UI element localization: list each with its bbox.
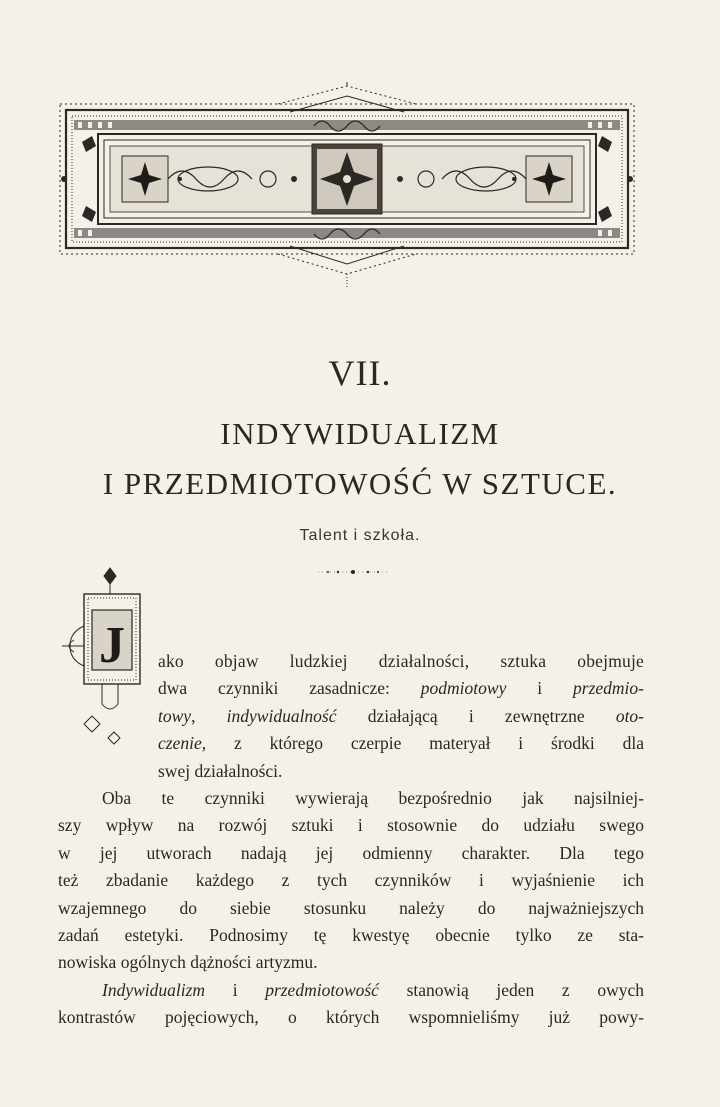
italic-term: przedmio- — [573, 678, 644, 699]
text-line — [58, 840, 644, 867]
text-line — [58, 758, 644, 785]
text-run: dwa czynniki zasadnicze: — [158, 678, 421, 699]
text-run: szy wpływ na rozwój sztuki i stosownie do udziału swego — [58, 815, 644, 836]
text-run: stanowią jeden z owych — [378, 979, 644, 1000]
body-text — [58, 648, 644, 1031]
chapter-number: VII. — [328, 353, 392, 393]
text-line — [58, 785, 644, 812]
text-line — [58, 867, 644, 894]
text-run: swej działalności. — [158, 760, 283, 781]
text-run: działającą i zewnętrzne — [336, 705, 616, 726]
text-line — [58, 949, 644, 976]
italic-term: indywidualność — [226, 705, 337, 726]
italic-term: czenie — [158, 733, 202, 754]
text-line — [58, 703, 644, 730]
text-line — [58, 922, 644, 949]
text-run: zadań estetyki. Podnosimy tę kwestyę obecnie tylko ze sta- — [58, 924, 644, 945]
text-line — [58, 648, 644, 675]
text-run: wzajemnego do siebie stosunku należy do najważniejszych — [58, 897, 644, 918]
chapter-title-line-1: INDYWIDUALIZM — [220, 416, 500, 451]
italic-term: oto- — [615, 705, 645, 726]
text-run: , — [191, 705, 227, 726]
text-run: i — [506, 678, 574, 699]
text-run: kontrastów pojęciowych, o których wspomnieliśmy już powy- — [58, 1007, 644, 1028]
text-run: , z którego czerpie materyał i środki dla — [201, 733, 644, 754]
text-run: nowiska ogólnych dążności artyzmu. — [58, 952, 318, 973]
text-run: w jej utworach nadają jej odmienny charakter. Dla tego — [58, 842, 644, 863]
italic-term: podmiotowy — [420, 678, 507, 699]
italic-term: przedmiotowość — [265, 979, 379, 1000]
paragraph — [58, 648, 644, 785]
text-run: ako objaw ludzkiej działalności, sztuka obejmuje — [158, 651, 644, 671]
ornamental-divider — [318, 566, 388, 578]
text-line — [58, 977, 644, 1004]
text-line — [58, 812, 644, 839]
italic-term: Indywidualizm — [102, 979, 206, 1000]
text-run: Oba te czynniki wywierają bezpośrednio jak najsilniej- — [102, 787, 644, 808]
paragraph — [58, 785, 644, 977]
text-run: też zbadanie każdego z tych czynników i wyjaśnienie ich — [58, 870, 644, 891]
paragraph — [58, 977, 644, 1032]
text-run: i — [205, 979, 266, 1000]
text-line — [58, 1004, 644, 1031]
italic-term: towy — [158, 705, 192, 726]
chapter-subtitle: Talent i szkoła. — [299, 527, 421, 544]
text-line — [58, 675, 644, 702]
drop-cap-letter: J — [99, 617, 125, 674]
text-line — [58, 730, 644, 757]
ornamental-headband — [58, 82, 636, 290]
chapter-title-line-2: I PRZEDMIOTOWOŚĆ W SZTUCE. — [102, 466, 618, 501]
text-line — [58, 895, 644, 922]
